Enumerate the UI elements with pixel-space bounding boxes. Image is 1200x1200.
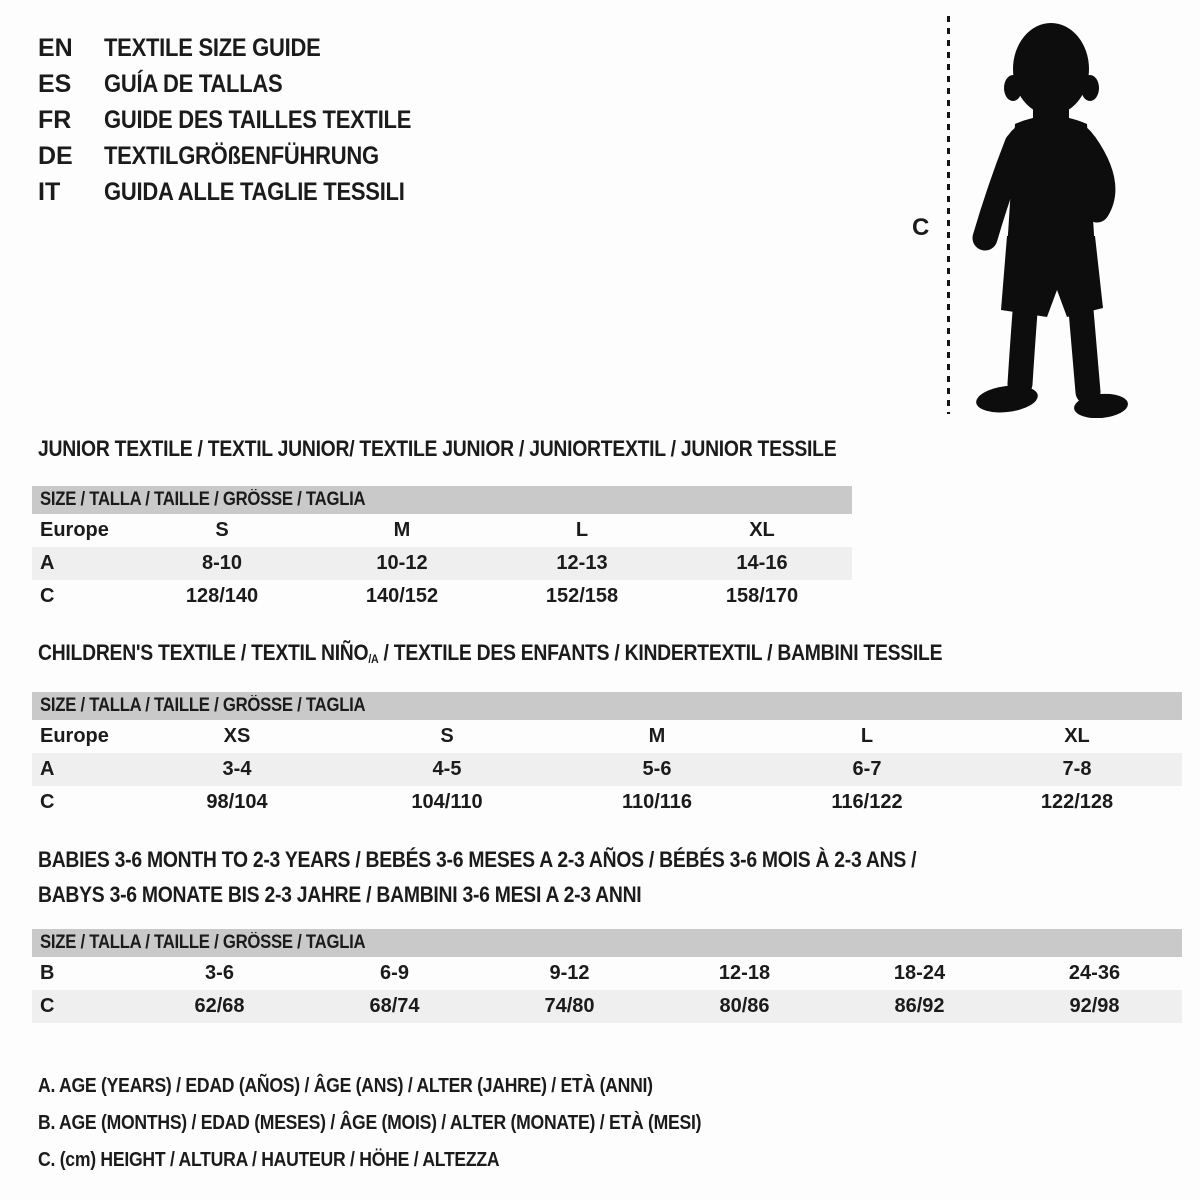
table-row: A 8-10 10-12 12-13 14-16 [32,547,852,580]
junior-table-header-bar [32,486,852,514]
babies-section-title: BABIES 3-6 MONTH TO 2-3 YEARS / BEBÉS 3-6 MESES A 2-3 AÑOS / BÉBÉS 3-6 MOIS À 2-3 ANS / BABYS 3-6 MONATE BIS 2-3 JAHRE / BAMBINI 3-6 MESI A 2-3 ANNI [38,847,917,907]
child-height-figure [900,0,1200,440]
lang-row-de [38,138,453,174]
table-row: C 98/104 104/110 110/116 116/122 122/128 [40,791,1114,813]
children-table-header-bar [32,692,1182,720]
babies-table-header-bar [32,929,1182,957]
lang-row-en [38,30,453,66]
lang-label: GUIDE DES TAILLES TEXTILE [104,105,412,134]
table-row: C 62/68 68/74 74/80 80/86 86/92 92/98 [32,990,1182,1023]
lang-label: TEXTILE SIZE GUIDE [104,33,321,62]
table-row: C 128/140 140/152 152/158 158/170 [40,585,799,607]
lang-code: ES [38,69,72,98]
lang-code: FR [38,105,72,134]
legend-item-b: B. AGE (MONTHS) / EDAD (MESES) / ÂGE (MOIS) / ALTER (MONATE) / ETÀ (MESI) [38,1112,702,1134]
table-row: A 3-4 4-5 5-6 6-7 7-8 [32,753,1182,786]
table-row: Europe S M L XL [40,519,775,541]
table-row: Europe XS S M L XL [40,725,1090,747]
lang-code: IT [38,177,61,206]
size-header-label: SIZE / TALLA / TAILLE / GRÖSSE / TAGLIA [40,489,366,510]
lang-row-es [38,66,453,102]
lang-code: EN [38,33,73,62]
lang-row-it [38,174,453,210]
legend-item-a: A. AGE (YEARS) / EDAD (AÑOS) / ÂGE (ANS) / ALTER (JAHRE) / ETÀ (ANNI) [38,1075,653,1097]
legend-item-c: C. (cm) HEIGHT / ALTURA / HAUTEUR / HÖHE / ALTEZZA [38,1149,500,1171]
measure-legend [38,1068,792,1179]
table-row: B 3-6 6-9 9-12 12-18 18-24 24-36 [40,962,1121,984]
lang-row-fr [38,102,453,138]
size-header-label: SIZE / TALLA / TAILLE / GRÖSSE / TAGLIA [40,932,366,953]
height-measure-label: C [912,214,930,241]
babies-size-table [32,929,1182,1023]
junior-size-table [32,486,852,613]
lang-code: DE [38,141,73,170]
lang-label: GUIDA ALLE TAGLIE TESSILI [104,177,405,206]
lang-label: TEXTILGRÖßENFÜHRUNG [104,141,379,170]
toddler-silhouette-icon [963,12,1135,418]
size-header-label: SIZE / TALLA / TAILLE / GRÖSSE / TAGLIA [40,695,366,716]
language-list [38,30,453,210]
height-measure-dashed-line [947,16,950,414]
junior-section-title: JUNIOR TEXTILE / TEXTIL JUNIOR/ TEXTILE JUNIOR / JUNIORTEXTIL / JUNIOR TESSILE [38,436,837,461]
children-size-table [32,692,1182,819]
lang-label: GUÍA DE TALLAS [104,69,283,98]
children-section-title: CHILDREN'S TEXTILE / TEXTIL $NIÑO_{/A}$ / TEXTILE DES ENFANTS / KINDERTEXTIL / BAMBINI TESSILE [38,640,943,667]
